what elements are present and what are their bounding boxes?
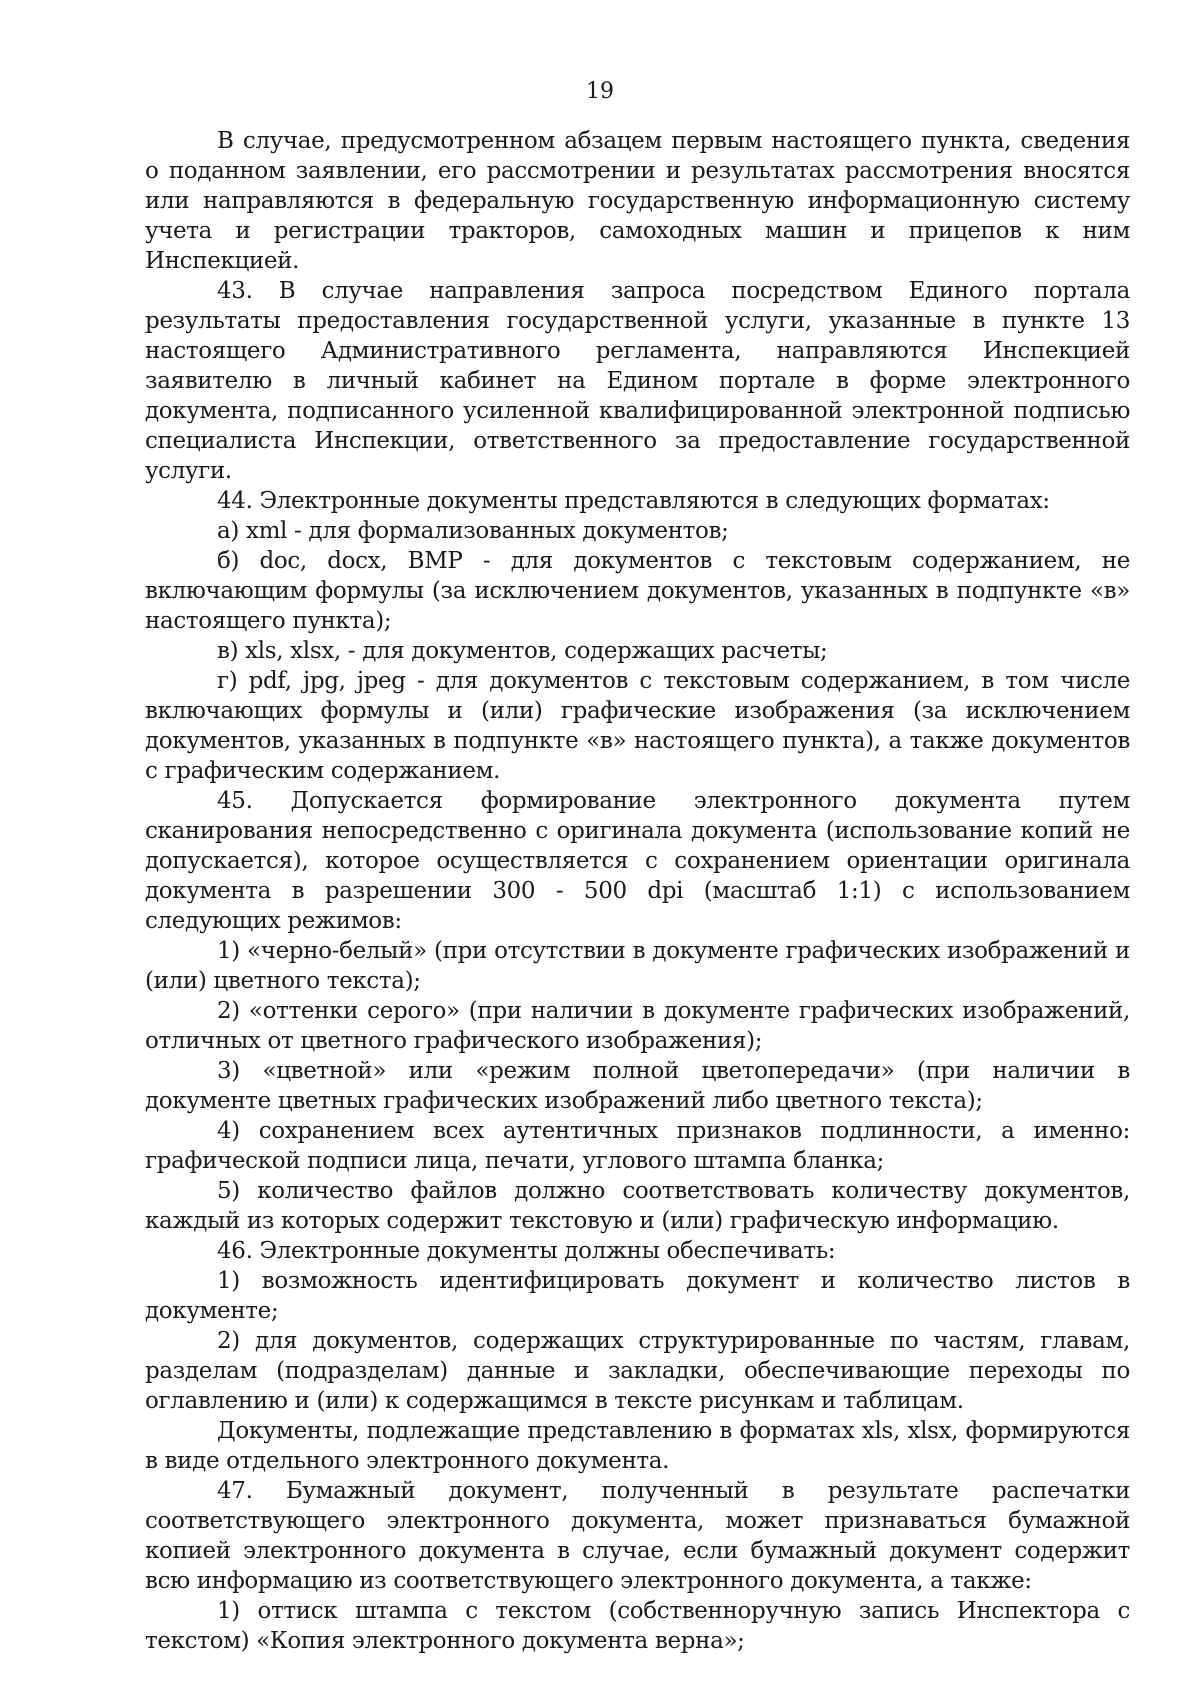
paragraph-45-4: 4) сохранением всех аутентичных признаков подлинности, а именно: графической подписи лица, печати, углового штампа бланка;: [145, 1118, 1130, 1174]
paragraph-46-note: Документы, подлежащие представлению в форматах xls, xlsx, формируются в виде отдельного электронного документа.: [145, 1418, 1130, 1474]
paragraph-44-g: г) pdf, jpg, jpeg - для документов с текстовым содержанием, в том числе включающих формулы и (или) графические изображения (за исключением документов, указанных в подпункте «в» настоящего пункта), а также документов с графическим содержанием.: [145, 668, 1130, 784]
paragraph-44: 44. Электронные документы представляются в следующих форматах:: [217, 488, 1050, 514]
paragraph-43: 43. В случае направления запроса посредством Единого портала результаты предоставления государственной услуги, указанные в пункте 13 настоящего Административного регламента, направляются Инспекцией заявителю в личный кабинет на Едином портале в форме электронного документа, подписанного усиленной квалифицированной электронной подписью специалиста Инспекции, ответственного за предоставление государственной услуги.: [145, 278, 1130, 484]
paragraph-44-b: б) doc, docx, BMP - для документов с текстовым содержанием, не включающим формулы (за исключением документов, указанных в подпункте «в» настоящего пункта);: [145, 548, 1130, 634]
paragraph-46: 46. Электронные документы должны обеспечивать:: [217, 1238, 836, 1264]
paragraph-45-3: 3) «цветной» или «режим полной цветопередачи» (при наличии в документе цветных графических изображений либо цветного текста);: [145, 1058, 1130, 1114]
paragraph-44-a: а) xml - для формализованных документов;: [217, 518, 729, 544]
paragraph-45: 45. Допускается формирование электронного документа путем сканирования непосредственно с оригинала документа (использование копий не допускается), которое осуществляется с сохранением ориентации оригинала документа в разрешении 300 - 500 dpi (масштаб 1:1) с использованием следующих режимов:: [145, 788, 1130, 934]
paragraph-47-1: 1) оттиск штампа с текстом (собственноручную запись Инспектора с текстом) «Копия электронного документа верна»;: [145, 1598, 1130, 1654]
paragraph-46-1: 1) возможность идентифицировать документ и количество листов в документе;: [145, 1268, 1130, 1324]
document-body: [145, 126, 1130, 1656]
page-number: 19: [586, 79, 614, 104]
paragraph-44-v: в) xls, xlsx, - для документов, содержащих расчеты;: [217, 638, 828, 664]
paragraph-46-2: 2) для документов, содержащих структурированные по частям, главам, разделам (подразделам) данные и закладки, обеспечивающие переходы по оглавлению и (или) к содержащимся в тексте рисункам и таблицам.: [145, 1328, 1130, 1414]
paragraph-45-2: 2) «оттенки серого» (при наличии в документе графических изображений, отличных от цветного графического изображения);: [145, 998, 1130, 1054]
paragraph-45-5: 5) количество файлов должно соответствовать количеству документов, каждый из которых содержит текстовую и (или) графическую информацию.: [145, 1178, 1130, 1234]
paragraph-47: 47. Бумажный документ, полученный в результате распечатки соответствующего электронного документа, может признаваться бумажной копией электронного документа в случае, если бумажный документ содержит всю информацию из соответствующего электронного документа, а также:: [145, 1478, 1130, 1594]
paragraph-45-1: 1) «черно-белый» (при отсутствии в документе графических изображений и (или) цветного текста);: [145, 938, 1130, 994]
paragraph-intro: В случае, предусмотренном абзацем первым настоящего пункта, сведения о поданном заявлении, его рассмотрении и результатах рассмотрения вносятся или направляются в федеральную государственную информационную систему учета и регистрации тракторов, самоходных машин и прицепов к ним Инспекцией.: [145, 128, 1130, 274]
